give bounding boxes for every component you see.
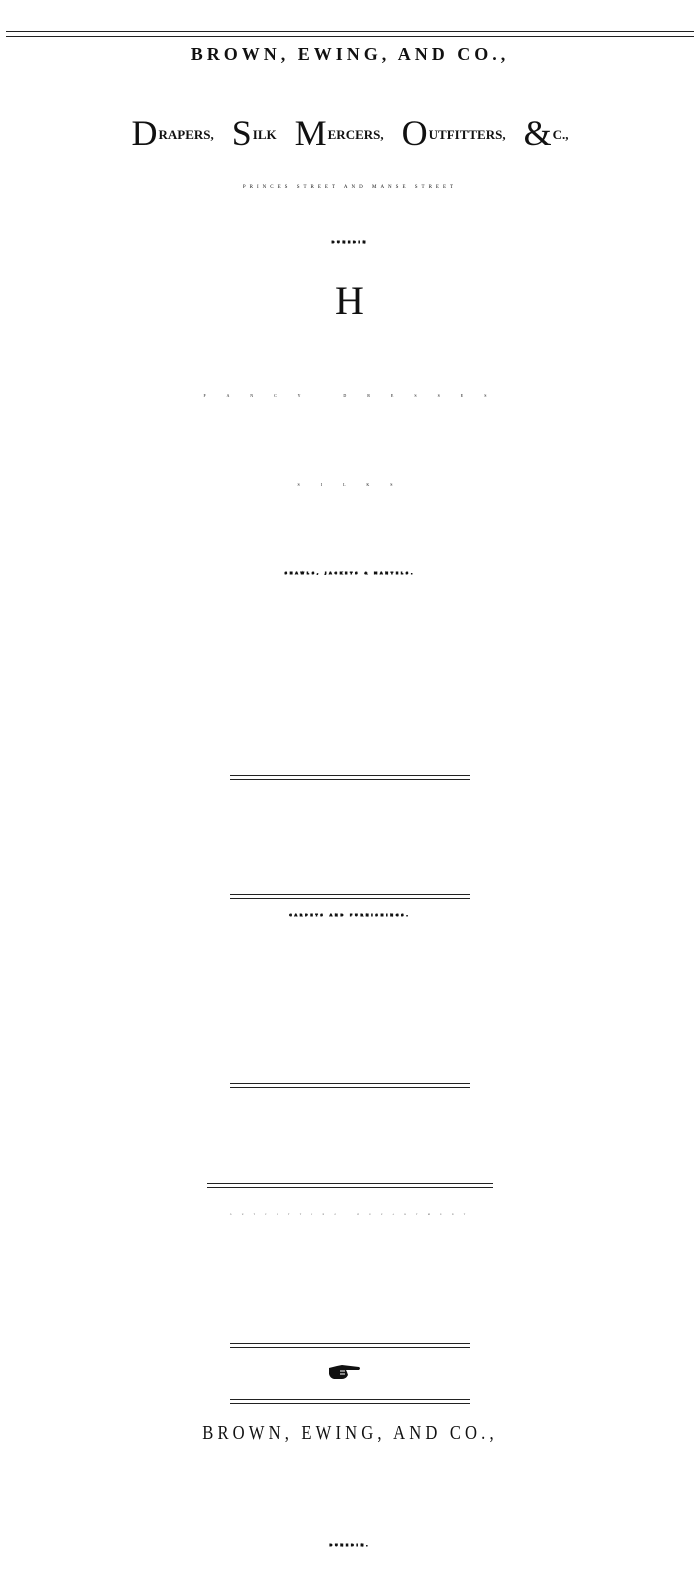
divider (207, 1183, 493, 1188)
patterns-note (0, 1363, 700, 1381)
fancy-dresses-heading: F A N C Y D R E S S E S (203, 393, 497, 398)
header-rule-2 (6, 36, 694, 37)
shawls-heading: SHAWLS, JACKETS & MANTELS. (284, 571, 416, 575)
pointing-hand-icon (328, 1363, 362, 1381)
address: PRINCES STREET AND MANSE STREET (242, 185, 458, 190)
footer-city: DUNEDIN. (329, 1543, 371, 1547)
firm-name: BROWN, EWING, AND CO., (190, 44, 510, 64)
divider (230, 1083, 470, 1088)
intro-line-1 (0, 278, 700, 323)
carpets-heading: CARPETS AND FURNISHINGS. (289, 913, 411, 917)
outfitting-heading: O U T F I T T I N G D E P A R T M E N T (229, 1214, 471, 1216)
header-rule (6, 31, 694, 32)
divider (230, 1343, 470, 1348)
city-heading: DUNEDIN (331, 240, 369, 244)
footer-firm-name: BROWN, EWING, AND CO., (202, 1422, 498, 1444)
silks-heading: S I L K S (297, 482, 403, 487)
divider (230, 894, 470, 899)
divider (230, 1399, 470, 1404)
divider (230, 775, 470, 780)
trades-line: DRAPERS, SILK MERCERS, OUTFITTERS, &C., (131, 113, 569, 153)
intro-drop-initial: H (335, 278, 364, 323)
